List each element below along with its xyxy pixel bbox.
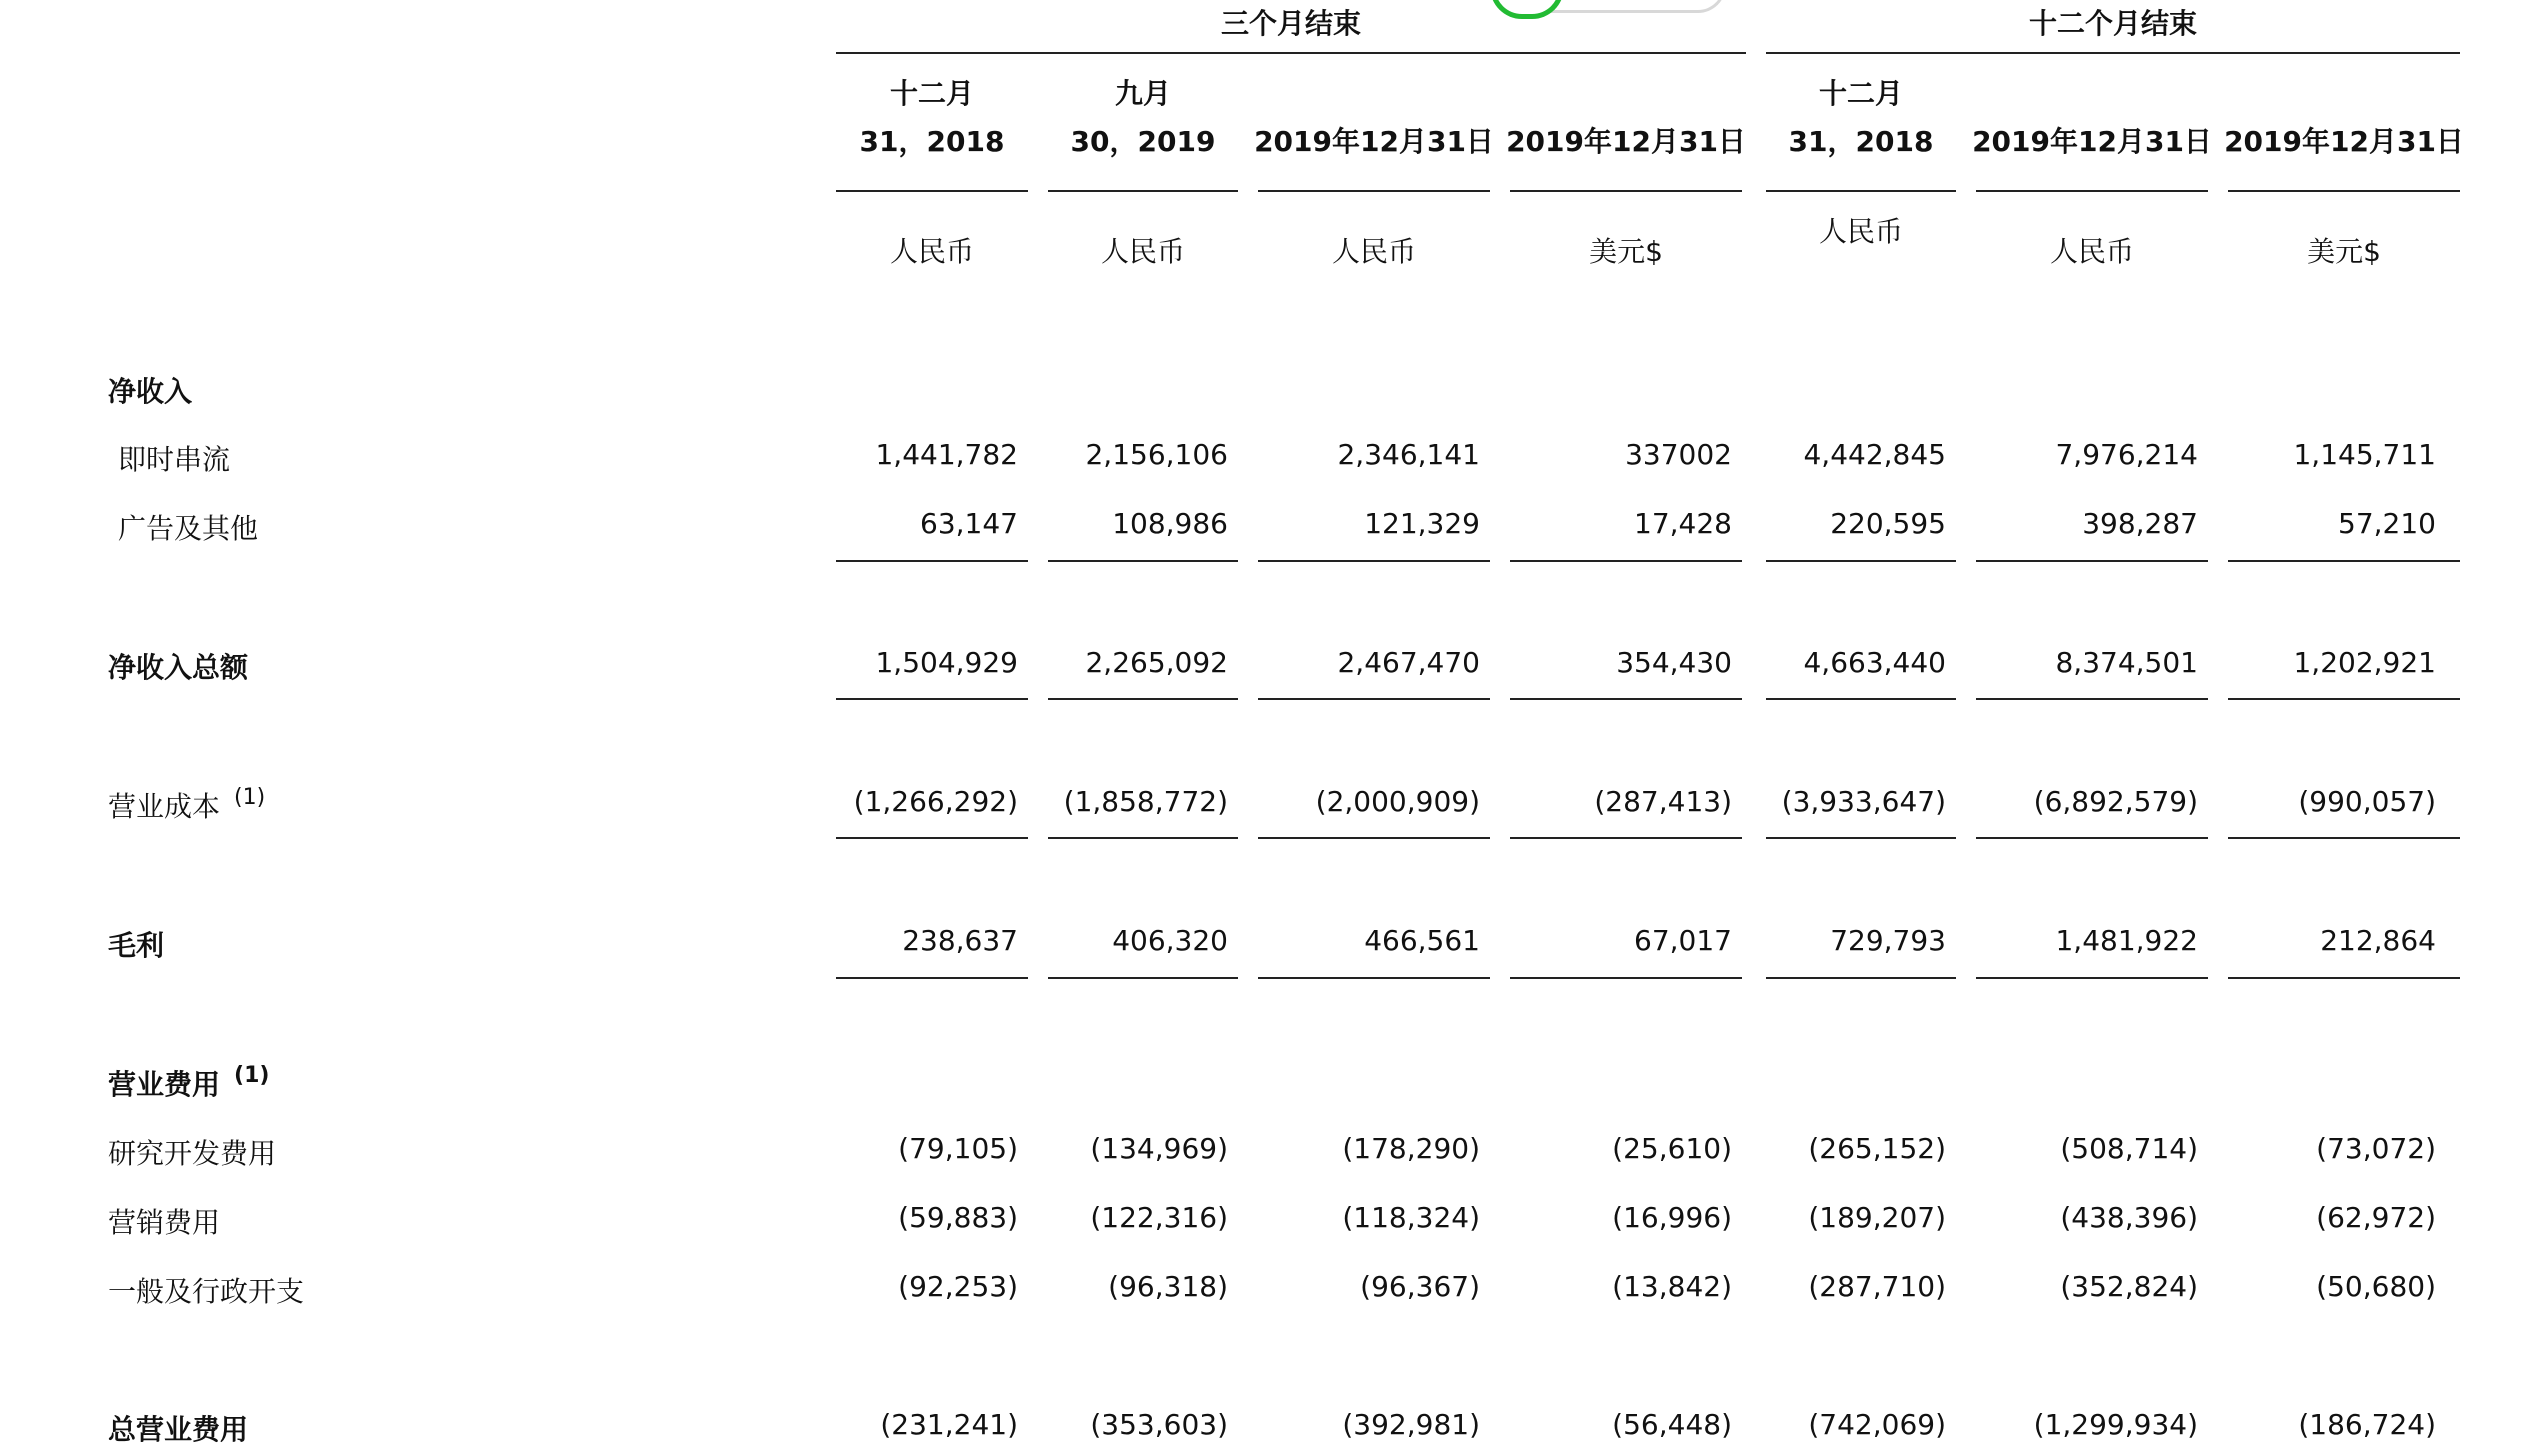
row-rule — [2228, 837, 2460, 839]
table-cell: (13,842) — [1612, 1270, 1732, 1303]
table-cell: (56,448) — [1612, 1408, 1732, 1441]
row-label-text: 毛利 — [108, 929, 165, 962]
table-cell: 8,374,501 — [2055, 646, 2198, 679]
table-cell: (96,367) — [1360, 1270, 1480, 1303]
row-rule — [1976, 837, 2208, 839]
table-cell: (16,996) — [1612, 1201, 1732, 1234]
table-cell: 17,428 — [1634, 507, 1732, 540]
table-cell: 7,976,214 — [2055, 438, 2198, 471]
table-cell: (96,318) — [1108, 1270, 1228, 1303]
row-rule — [1766, 560, 1956, 562]
column-currency: 人民币 — [1331, 235, 1416, 268]
row-label — [118, 438, 230, 478]
row-label-text: 营业费用 — [108, 1068, 221, 1101]
table-cell: (50,680) — [2316, 1270, 2436, 1303]
table-cell: (186,724) — [2298, 1408, 2436, 1441]
row-rule — [1766, 977, 1956, 979]
row-rule — [1976, 560, 2208, 562]
table-cell: 57,210 — [2338, 507, 2436, 540]
table-cell: 398,287 — [2082, 507, 2198, 540]
table-cell: (59,883) — [898, 1201, 1018, 1234]
row-label — [108, 924, 164, 964]
column-header-rule — [1766, 190, 1956, 192]
table-cell: (353,603) — [1090, 1408, 1228, 1441]
row-label — [118, 507, 258, 547]
table-cell: 4,442,845 — [1803, 438, 1946, 471]
table-cell: 729,793 — [1830, 924, 1946, 957]
table-cell: (189,207) — [1808, 1201, 1946, 1234]
table-cell: (742,069) — [1808, 1408, 1946, 1441]
column-header-rule — [836, 190, 1028, 192]
table-cell: (1,299,934) — [2033, 1408, 2198, 1441]
column-currency: 人民币 — [1818, 215, 1903, 248]
table-cell: 2,265,092 — [1085, 646, 1228, 679]
row-label-text: 总营业费用 — [108, 1413, 249, 1446]
row-rule — [2228, 977, 2460, 979]
column-header-date: 30，2019 — [1070, 125, 1216, 158]
group-rule-three-months — [836, 52, 1746, 54]
row-rule — [1258, 560, 1490, 562]
row-rule — [1510, 977, 1742, 979]
table-cell: (392,981) — [1342, 1408, 1480, 1441]
row-rule — [2228, 698, 2460, 700]
table-cell: (134,969) — [1090, 1132, 1228, 1165]
table-cell: 2,156,106 — [1085, 438, 1228, 471]
footnote-marker: (1) — [234, 1063, 270, 1088]
column-header-rule — [1976, 190, 2208, 192]
row-rule — [836, 977, 1028, 979]
column-header-rule — [1258, 190, 1490, 192]
column-header-date: 2019年12月31日 — [1254, 125, 1494, 158]
column-currency: 人民币 — [889, 235, 974, 268]
table-cell: (62,972) — [2316, 1201, 2436, 1234]
column-header-line1: 十二月 — [889, 77, 974, 110]
table-cell: 1,441,782 — [875, 438, 1018, 471]
table-cell: 354,430 — [1616, 646, 1732, 679]
row-label-text: 营销费用 — [108, 1206, 221, 1239]
row-rule — [1510, 837, 1742, 839]
table-cell: 466,561 — [1364, 924, 1480, 957]
table-cell: 63,147 — [920, 507, 1018, 540]
row-label — [108, 646, 248, 686]
table-cell: 4,663,440 — [1803, 646, 1946, 679]
column-currency: 人民币 — [2049, 235, 2134, 268]
row-label-text: 营业成本 — [108, 790, 221, 823]
row-label — [108, 1408, 248, 1448]
table-cell: (352,824) — [2060, 1270, 2198, 1303]
table-cell: (287,710) — [1808, 1270, 1946, 1303]
footnote-marker: (1) — [234, 785, 266, 810]
group-rule-twelve-months — [1766, 52, 2460, 54]
row-label-text: 广告及其他 — [118, 512, 259, 545]
table-cell: (990,057) — [2298, 785, 2436, 818]
group-title-twelve-months: 十二个月结束 — [2028, 7, 2197, 40]
column-header-rule — [2228, 190, 2460, 192]
row-label — [108, 1063, 269, 1103]
row-rule — [1510, 560, 1742, 562]
table-cell: (122,316) — [1090, 1201, 1228, 1234]
column-header-rule — [1510, 190, 1742, 192]
table-cell: (3,933,647) — [1781, 785, 1946, 818]
table-cell: (508,714) — [2060, 1132, 2198, 1165]
column-header-date: 31，2018 — [1788, 125, 1934, 158]
table-cell: (2,000,909) — [1315, 785, 1480, 818]
table-cell: (265,152) — [1808, 1132, 1946, 1165]
table-cell: 1,145,711 — [2293, 438, 2436, 471]
column-header-date: 2019年12月31日 — [2224, 125, 2464, 158]
row-label — [108, 370, 192, 410]
row-rule — [836, 837, 1028, 839]
row-rule — [1258, 837, 1490, 839]
table-cell: (6,892,579) — [2033, 785, 2198, 818]
column-header-rule — [1048, 190, 1238, 192]
row-label — [108, 785, 265, 825]
row-label — [108, 1201, 220, 1241]
row-rule — [1976, 977, 2208, 979]
column-currency: 人民币 — [1100, 235, 1185, 268]
table-cell: (438,396) — [2060, 1201, 2198, 1234]
row-rule — [1048, 837, 1238, 839]
table-cell: 212,864 — [2320, 924, 2436, 957]
table-cell: (178,290) — [1342, 1132, 1480, 1165]
table-cell: 2,346,141 — [1337, 438, 1480, 471]
column-currency: 美元$ — [1589, 235, 1663, 268]
table-cell: (73,072) — [2316, 1132, 2436, 1165]
table-cell: (1,858,772) — [1063, 785, 1228, 818]
row-rule — [2228, 560, 2460, 562]
row-label — [108, 1270, 304, 1310]
group-title-three-months: 三个月结束 — [1220, 7, 1361, 40]
table-cell: 67,017 — [1634, 924, 1732, 957]
table-cell: 1,504,929 — [875, 646, 1018, 679]
column-header-line1: 十二月 — [1818, 77, 1903, 110]
row-rule — [1048, 977, 1238, 979]
table-cell: 108,986 — [1112, 507, 1228, 540]
row-label-text: 研究开发费用 — [108, 1137, 277, 1170]
table-cell: 121,329 — [1364, 507, 1480, 540]
table-cell: (118,324) — [1342, 1201, 1480, 1234]
row-rule — [836, 698, 1028, 700]
row-rule — [1510, 698, 1742, 700]
table-cell: 337002 — [1625, 438, 1732, 471]
table-cell: 406,320 — [1112, 924, 1228, 957]
table-cell: (92,253) — [898, 1270, 1018, 1303]
row-label-text: 一般及行政开支 — [108, 1275, 305, 1308]
column-header-line1: 九月 — [1114, 77, 1171, 110]
table-cell: (79,105) — [898, 1132, 1018, 1165]
table-cell: (1,266,292) — [853, 785, 1018, 818]
row-rule — [1048, 698, 1238, 700]
row-label-text: 净收入 — [108, 375, 193, 408]
row-rule — [1258, 698, 1490, 700]
row-label — [108, 1132, 276, 1172]
table-cell: 2,467,470 — [1337, 646, 1480, 679]
row-rule — [1258, 977, 1490, 979]
column-currency: 美元$ — [2307, 235, 2381, 268]
row-rule — [1766, 698, 1956, 700]
table-cell: 1,481,922 — [2055, 924, 2198, 957]
row-rule — [1766, 837, 1956, 839]
table-cell: 220,595 — [1830, 507, 1946, 540]
column-header-date: 31，2018 — [859, 125, 1005, 158]
row-label-text: 净收入总额 — [108, 651, 249, 684]
column-header-date: 2019年12月31日 — [1972, 125, 2212, 158]
row-rule — [836, 560, 1028, 562]
row-rule — [1048, 560, 1238, 562]
table-cell: 238,637 — [902, 924, 1018, 957]
table-cell: 1,202,921 — [2293, 646, 2436, 679]
column-header-date: 2019年12月31日 — [1506, 125, 1746, 158]
table-cell: (25,610) — [1612, 1132, 1732, 1165]
table-cell: (287,413) — [1594, 785, 1732, 818]
row-label-text: 即时串流 — [118, 443, 231, 476]
row-rule — [1976, 698, 2208, 700]
table-cell: (231,241) — [880, 1408, 1018, 1441]
